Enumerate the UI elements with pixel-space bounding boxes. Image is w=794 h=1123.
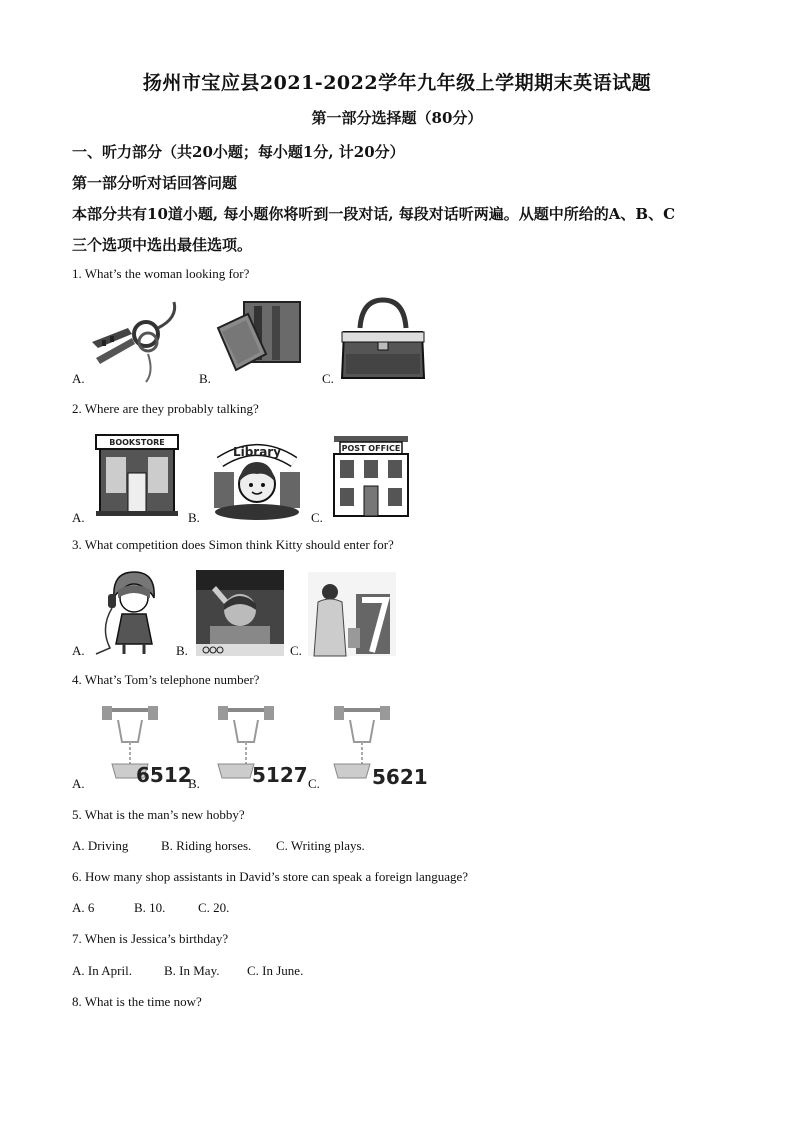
- q6-option-a: A. 6: [72, 900, 95, 915]
- q1-option-c-label: C.: [322, 371, 334, 386]
- section-heading: 一、听力部分（共20小题；每小题1分, 计20分）: [72, 143, 405, 161]
- q5-option-c: C. Writing plays.: [276, 838, 365, 853]
- q4-option-a-label: A.: [72, 776, 85, 791]
- q2-option-c-label: C.: [311, 510, 323, 525]
- telephone-picture-b: [212, 702, 308, 788]
- q6-option-c: C. 20.: [198, 900, 230, 915]
- q2-option-a-label: A.: [72, 510, 85, 525]
- woman-photo: [308, 572, 396, 656]
- olympic-photo: [196, 570, 284, 656]
- question-3: 3. What competition does Simon think Kitty should enter for?: [72, 537, 394, 552]
- question-7: 7. When is Jessica’s birthday?: [72, 931, 229, 946]
- post-office-picture: [330, 434, 412, 518]
- question-1: 1. What’s the woman looking for?: [72, 266, 250, 281]
- telephone-picture-c: [328, 702, 428, 790]
- q5-option-b: B. Riding horses.: [161, 838, 252, 853]
- exam-subtitle: 第一部分选择题（80分）: [311, 109, 483, 127]
- library-sign: Library: [232, 445, 282, 459]
- bookstore-sign: BOOKSTORE: [109, 438, 165, 447]
- phone-number-b: 5127: [252, 763, 308, 787]
- question-2: 2. Where are they probably talking?: [72, 401, 259, 416]
- instruction-line-1: 本部分共有10道小题, 每小题你将听到一段对话, 每段对话听两遍。从题中所给的A、B、C: [72, 205, 676, 223]
- bookstore-picture: [94, 433, 180, 517]
- phone-girl-picture: [92, 568, 174, 656]
- q1-option-a-label: A.: [72, 371, 85, 386]
- keys-picture: [88, 298, 184, 384]
- q4-option-c-label: C.: [308, 776, 320, 791]
- part-title: 第一部分听对话回答问题: [72, 174, 238, 192]
- books-picture: [214, 298, 304, 374]
- question-6: 6. How many shop assistants in David’s store can speak a foreign language?: [72, 869, 469, 884]
- question-5: 5. What is the man’s new hobby?: [72, 807, 245, 822]
- post-office-sign: POST OFFICE: [341, 444, 401, 453]
- exam-title: 扬州市宝应县2021-2022学年九年级上学期期末英语试题: [142, 72, 652, 94]
- q7-option-a: A. In April.: [72, 963, 132, 978]
- q7-option-c: C. In June.: [247, 963, 304, 978]
- question-4: 4. What’s Tom’s telephone number?: [72, 672, 260, 687]
- q2-option-b-label: B.: [188, 510, 200, 525]
- handbag-picture: [338, 298, 428, 382]
- question-8: 8. What is the time now?: [72, 994, 202, 1009]
- phone-number-c: 5621: [372, 765, 428, 789]
- telephone-picture-a: [98, 702, 192, 788]
- q3-option-c-label: C.: [290, 643, 302, 658]
- phone-number-a: 6512: [136, 763, 192, 787]
- q4-option-b-label: B.: [188, 776, 200, 791]
- q5-option-a: A. Driving: [72, 838, 129, 853]
- library-picture: [212, 432, 302, 522]
- q3-option-a-label: A.: [72, 643, 85, 658]
- q1-option-b-label: B.: [199, 371, 211, 386]
- q6-option-b: B. 10.: [134, 900, 166, 915]
- q7-option-b: B. In May.: [164, 963, 220, 978]
- instruction-line-2: 三个选项中选出最佳选项。: [72, 236, 253, 254]
- q3-option-b-label: B.: [176, 643, 188, 658]
